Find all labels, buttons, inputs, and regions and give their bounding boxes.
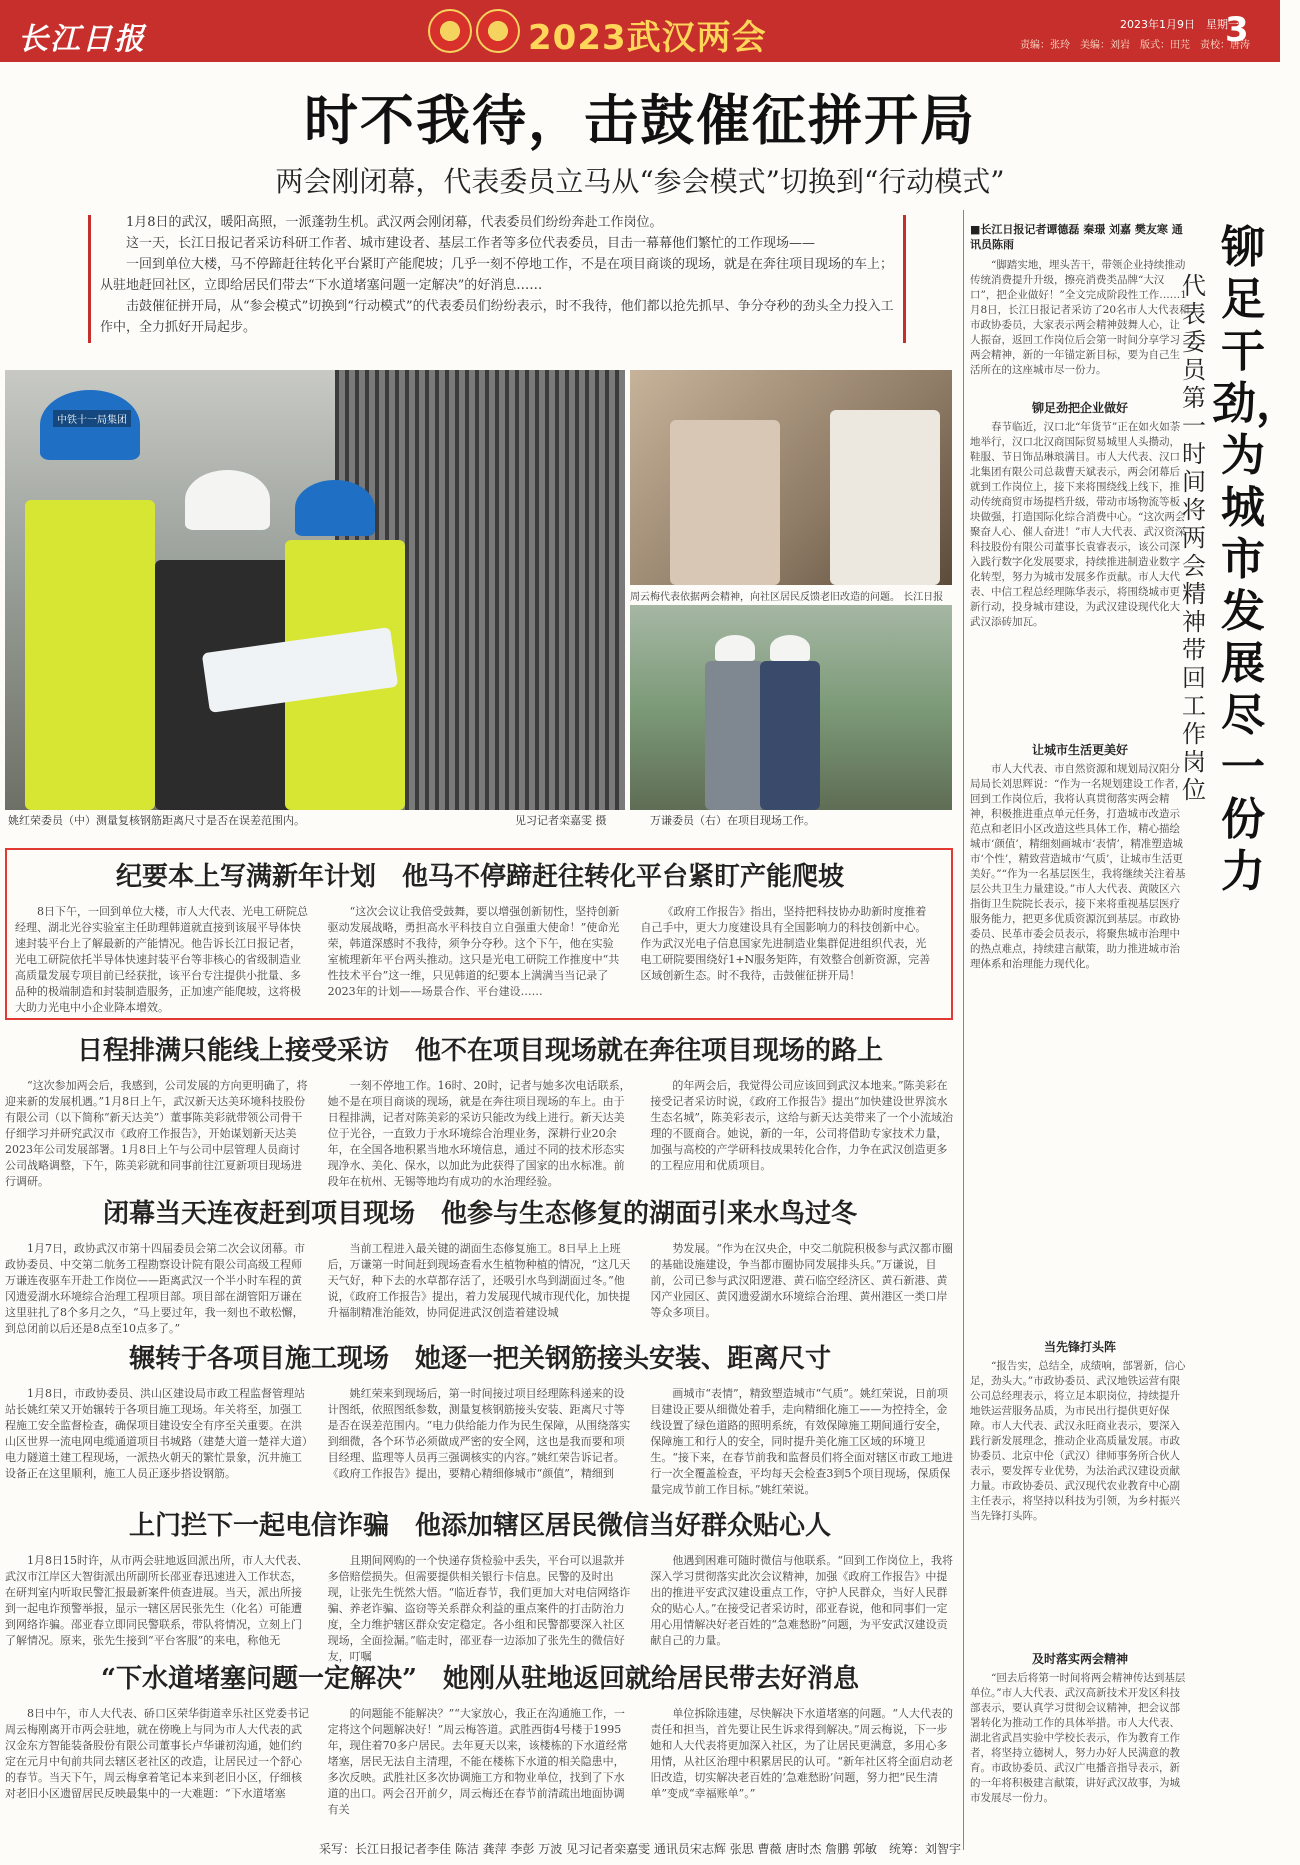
intro-paragraph: 击鼓催征拼开局，从“参会模式”切换到“行动模式”的代表委员们纷纷表示，时不我待，他们都以抢先抓早、争分夺秒的劲头全力投入工作中，全力抓好开局起步。	[100, 299, 894, 335]
story-column: 的问题能不能解决？”“大家放心，我正在沟通施工作，一定将这个问题解决好！”周云梅答道。武胜西街4号楼于1995年，现住着70多户居民。去年夏天以来，该楼栋的下水道经常堵塞，居民无法自主清理，不能在楼栋下水道的相关隐患中，多次反映。武胜社区多次协调施工方和物业单位，找到了下水道的出口。两会召开前夕，周云梅还在春节前清疏出地面协调有关	[327, 1707, 628, 1816]
story-title: 他不在项目现场就在奔往项目现场的路上	[415, 1036, 884, 1066]
sidebar-paragraph: “脚踏实地，埋头苦干，带领企业持续推动传统消费提升升级，擦亮消费类品牌“大汉口”，把企业做好！”全文完成阶段性工作……1月8日，长江日报记者采访了20名市人大代表和市政协委员，大家表示两会精神鼓舞人心，让人振奋，返回工作岗位后会第一时间分享学习两会精神，新的一年锚定新目标，要为自己生活所在的这座城市尽一份力。	[970, 259, 1190, 376]
main-photo-caption: 姚红荣委员（中）测量复核钢筋距离尺寸是否在误差范围内。	[8, 814, 305, 827]
white-helmet-icon	[185, 470, 270, 530]
reporting-credits: 采写：长江日报记者李佳 陈洁 龚萍 李彭 万波 见习记者栾嘉雯 通讯员宋志辉 张思 曹薇 唐时杰 詹鹏 郭敏 统筹：刘智宇	[319, 1842, 961, 1856]
story-column: 8日中午，市人大代表、硚口区荣华街道幸乐社区党委书记周云梅刚离开市两会驻地，就在傍晚上与同为市人大代表的武汉金东方智能装备股份有限公司董事长卢华谦初沟通，她们约定在元月中旬前共同去辖区老社区的改造，让居民过一个舒心的春节。当天下午，周云梅拿着笔记本来到老旧小区，仔细核对老旧小区遗留居民反映最集中的一大难题：“下水道堵塞	[5, 1707, 309, 1800]
engineer-figure	[705, 661, 765, 810]
story-heading	[5, 1338, 955, 1375]
story-heading	[5, 1505, 955, 1542]
intro-paragraph: 一回到单位大楼，马不停蹄赶往转化平台紧盯产能爬坡；几乎一刻不停地工作，不是在项目商谈的现场，就是在奔往项目现场的车上；从驻地赶回社区，立即给居民们带去“下水道堵塞问题一定解决”的好消息……	[100, 257, 894, 293]
story-column: 画城市“表情”，精致塑造城市“气质”。姚红荣说，日前项目建设正要从细微处着手，走向精细化施工——为控持全，金线设置了绿色道路的照明系统，有效保障施工期间通行安全，保障施工和行人的安全，同时提升美化施工区域的环境卫生。“接下来，在春节前我和监督员们将全面对辖区市政工地进行一次全覆盖检查，平均每天会检查3到5个项目现场，保质保量完成节前工作目标。”姚红荣说。	[650, 1387, 953, 1496]
paper-name: 长江日报	[18, 22, 146, 57]
helmet-text: 中铁十一局集团	[53, 410, 131, 427]
story-heading	[5, 1193, 955, 1230]
sidebar-divider	[963, 210, 964, 1850]
story-heading	[5, 1030, 955, 1067]
sidebar-subtitle: 代表委员第一时间将两会精神带回工作岗位	[1182, 272, 1206, 804]
intro-rule-left	[88, 215, 91, 343]
story-column: 一刻不停地工作。16时、20时，记者与她多次电话联系，她不是在项目商谈的现场，就是在奔往项目现场的车上。由于日程排满，记者对陈美彩的采访只能改为线上进行。新天达美位于光谷，一直致力于水环境综合治理业务，深耕行业20余年，在全国各地积累当地水环境信息，通过不同的技术形态实现净水、美化、保水，以加此为此获得了国家的出水标准。前段年在杭州、无锡等地均有成功的水治理经验。	[327, 1079, 631, 1188]
sidebar-subhead: 及时落实两会精神	[1031, 1652, 1128, 1666]
blue-helmet-icon	[295, 480, 375, 536]
story-column: 姚红荣来到现场后，第一时间接过项目经理陈科递来的设计图纸，依照图纸参数，测量复核钢筋接头安装、距离尺寸等是否在误差范围内。“电力供给能力作为民生保障，从围绕落实到细微，各个环节必须做成严密的安全网，这也是我而要和项目经理、监理等人员再三强调核实的内容。”姚红荣告诉记者。《政府工作报告》提出，要精心精细修城市“颜值”，精细到	[327, 1387, 631, 1480]
sidebar-subhead: 当先锋打头阵	[1043, 1340, 1116, 1354]
intro-paragraph: 1月8日的武汉，暖阳高照，一派蓬勃生机。武汉两会刚闭幕，代表委员们纷纷奔赴工作岗位。	[126, 215, 663, 230]
story-column: “这次参加两会后，我感到，公司发展的方向更明确了，将迎来新的发展机遇。”1月8日上午，武汉新天达美环境科技股份有限公司（以下简称“新天达美”）董事陈美彩就带领公司骨干仔细学习并研究武汉市《政府工作报告》，开始谋划新天达美2023年公司发展部署。1月8日上午与公司中层管理人员商讨公司战略调整，下午，陈美彩就和同事前往江夏新项目现场进行调研。	[5, 1079, 308, 1188]
cppcc-emblem-icon	[476, 9, 520, 53]
resident-figure	[830, 410, 940, 585]
national-emblem-icon	[428, 9, 472, 53]
sidebar-article	[970, 222, 1190, 1836]
sidebar-paragraph: 春节临近，汉口北“年货节”正在如火如荼地举行，汉口北汉商国际贸易城里人头攒动，鞋服、节日饰品琳琅满目。市人大代表、汉口北集团有限公司总裁曹天斌表示，两会闭幕后就到工作岗位上，接下来将围绕线上线下，推动传统商贸市场提档升级，带动市场物流等板块做强，打造国际化综合消费中心。“这次两会聚奋人心、催人奋进！”市人大代表、武汉资深科技股份有限公司董事长袁睿表示，该公司深入践行数字化发展要求，持续推进制造业数字化转型，努力为城市发展多作贡献。市人大代表、中信工程总经理陈华表示，将围绕城市更新行动，投身城市建设，为武汉建设现代化大武汉添砖加瓦。	[970, 421, 1186, 628]
story-kicker: 上门拦下一起电信诈骗	[128, 1511, 389, 1541]
top-right-photo	[630, 370, 952, 585]
story-kicker: “下水道堵塞问题一定解决”	[101, 1664, 417, 1694]
section-title: 2023武汉两会	[528, 18, 767, 58]
story-4	[5, 1338, 955, 1503]
story-column: 1月8日，市政协委员、洪山区建设局市政工程监督管理站站长姚红荣又开始辗转于各项目施工现场。年关将至，加强工程施工安全监督检查，确保项目建设安全有序至关重要。在洪山区世界一流电网电缆通道项目书城路（建楚大道一楚祥大道）电力隧道土建工程现场，一派热火朝天的繁忙景象，沉井施工设备正在这里顺利，施工人员正逐步搭设钢筋。	[5, 1387, 308, 1480]
story-title: 他参与生态修复的湖面引来水鸟过冬	[441, 1199, 858, 1229]
delegate-figure	[670, 420, 780, 585]
story-column: 1月8日15时许，从市两会驻地返回派出所，市人大代表、武汉市江岸区大智街派出所副所长邵亚春迅速进入工作状态，在研判室内听取民警汇报最新案件侦查进展。当天，派出所接到一起电诈预警举报，显示一辖区居民张先生（化名）可能遭到网络诈骗。邵亚春立即同民警联系，带队将情况，立刻上门了解情况。原来，张先生接到“平台客服”的来电，称他无	[5, 1554, 308, 1647]
story-title: 他马不停蹄赶往转化平台紧盯产能爬坡	[402, 862, 845, 892]
editor-credits: 责编：张玲 美编：刘岩 版式：田芫 责校：唐涛	[1020, 40, 1250, 51]
story-kicker: 纪要本上写满新年计划	[115, 862, 376, 892]
story-3	[5, 1193, 955, 1338]
top-right-photo-caption-text: 周云梅代表依据两会精神，向社区居民反馈老旧改造的问题。	[630, 592, 900, 603]
sidebar-paragraph: “回去后将第一时间将两会精神传达到基层单位。”市人大代表、武汉高新技术开发区科技部表示，要认真学习贯彻会议精神，把会议部署转化为推动工作的具体举措。市人大代表、湖北省武昌实验中学校长表示，作为教育工作者，将坚持立德树人，努力办好人民满意的教育。市政协委员、武汉广电播音指导表示，新的一年将积极建言献策，讲好武汉故事，为城市发展尽一份力。	[970, 1672, 1186, 1804]
bottom-right-photo-caption: 万谦委员（右）在项目现场工作。	[650, 814, 815, 827]
issue-date: 2023年1月9日 星期一	[1120, 18, 1239, 31]
story-heading	[5, 1658, 955, 1695]
page-number: 3	[1225, 10, 1249, 50]
main-photo	[5, 370, 620, 810]
story-column: 且期间网购的一个快递存货检验中丢失，平台可以退款并多倍赔偿损失。但需要提供相关银行卡信息。民警的及时出现，让张先生恍然大悟。“临近春节，我们更加大对电信网络诈骗、养老诈骗、盗窃等关系群众利益的重点案件的打击防治力度，全力维护辖区群众安定稳定。各小组和民警都要深入社区现场，全面捡漏。”临走时，邵亚春一边添加了张先生的微信好友，叮嘱	[327, 1554, 631, 1663]
bottom-right-photo	[630, 605, 952, 810]
sidebar-paragraph: 市人大代表、市自然资源和规划局汉阳分局局长刘思辉说：“作为一名规划建设工作者，回到工作岗位后，我将认真贯彻落实两会精神，积极推进重点单元任务，打造城市改造示范点和老旧小区改造这些具体工作，精心描绘城市‘颜值’，精细刻画城市‘表情’，精准塑造城市‘个性’，精致营造城市‘气质’，让城市生活更美好。”“作为一名基层医生，我将继续关注着基层公共卫生力量建设。”市人大代表、黄陂区六指街卫生院院长表示，接下来将重视基层医疗服务能力，把更多优质资源沉到基层。市政协委员、民革市委会员表示，将聚焦城市治理中的热点难点，持续建言献策，助力推进城市治理体系和治理能力现代化。	[970, 763, 1186, 970]
story-kicker: 日程排满只能线上接受采访	[76, 1036, 389, 1066]
sidebar-byline: ■长江日报记者谭德磊 秦璟 刘嘉 樊友寒 通讯员陈雨	[970, 223, 1183, 251]
intro-rule-right	[903, 215, 906, 343]
story-column: 单位拆除违建，尽快解决下水道堵塞的问题。“人大代表的责任和担当，首先要让民生诉求得到解决。”周云梅说，下一步她和人大代表将更加深入社区，为了让居民更满意，多用心多用情，从社区治理中积累居民的认可。“新年社区将全面启动老旧改造，切实解决老百姓的‘急难愁盼’问题，努力把“民生清单”变成“幸福账单”。”	[650, 1707, 953, 1800]
masthead	[0, 0, 1280, 62]
white-helmet-icon	[770, 635, 810, 661]
sidebar-subhead: 让城市生活更美好	[1031, 743, 1128, 757]
story-column: “这次会议让我倍受鼓舞，要以增强创新韧性，坚持创新驱动发展战略，勇担高水平科技自立自强重大使命！”使命光荣，韩道深感时不我待，须争分夺秒。这个下午，他在实验室梳理新年平台两头推动。这只是光电工研院工作推度中“共性技术平台”这一维，只见韩道的纪要本上满满当当记录了2023年的计划——场景合作、平台建设……	[327, 905, 620, 998]
story-title: 她逐一把关钢筋接头安装、距离尺寸	[415, 1344, 832, 1374]
story-title: 他添加辖区居民微信当好群众贴心人	[415, 1511, 832, 1541]
sidebar-paragraph: “报告实，总结全，成绩响，部署新，信心足，劲头大。”市政协委员、武汉地铁运营有限公司总经理表示，将立足本职岗位，持续提升地铁运营服务品质，为市民出行提供更好保障。市人大代表、武汉永旺商业表示，要深入践行新发展理念，推动企业高质量发展。市政协委员、北京中伦（武汉）律师事务所合伙人表示，要发挥专业优势，为法治武汉建设贡献力量。市政协委员、武汉现代农业教育中心副主任表示，将坚持以科技为引领，为乡村振兴当先锋打头阵。	[970, 1360, 1186, 1522]
engineer-figure	[760, 661, 820, 810]
story-column: 的年两会后，我觉得公司应该回到武汉本地来。”陈美彩在接受记者采访时说，《政府工作报告》提出“加快建设世界滨水生态名城”，陈美彩表示，这给与新天达美带来了一个小流域治理的不匮商合。她说，新的一年，公司将借助专家技术力量，加强与高校的产学研科技成果转化合作，力争在武汉创造更多的工程应用和优质项目。	[650, 1079, 953, 1172]
sidebar-title: 铆足干劲，为城市发展尽一份力	[1212, 222, 1300, 897]
main-photo-credit: 见习记者栾嘉雯 摄	[515, 814, 607, 827]
intro-text	[100, 212, 895, 338]
story-column: 《政府工作报告》指出，坚持把科技协办助新时度推着自己手中，更大力度建设具有全国影响力的科技创新中心。作为武汉光电子信息国家先进制造业集群促进组织代表，光电工研院要围绕好1+N服务矩阵，有效整合创新资源，完善区域创新生态。时不我待，击鼓催征拼开局！	[640, 905, 931, 982]
story-column: 当前工程进入最关键的湖面生态修复施工。8日早上上班后，万谦第一时间赶到现场查看水生植物种植的情况，“这几天天气好，种下去的水草都存活了，还吸引水鸟到湖面过冬。”他说，《政府工作报告》提出，着力发展现代城市现代化，加快提升福制精准治能效，协同促进武汉创造着建设城	[327, 1242, 631, 1319]
story-column: 他遇到困难可随时微信与他联系。“回到工作岗位上，我将深入学习贯彻落实此次会议精神，加强《政府工作报告》中提出的推进平安武汉建设重点工作，守护人民群众，当好人民群众的贴心人。”在接受记者采访时，邵亚春说，他和同事们一定用心用情解决好老百姓的“急难愁盼”问题，为平安武汉建设贡献自己的力量。	[650, 1554, 953, 1647]
top-right-photo-credit: 长江日报	[903, 592, 944, 603]
story-5	[5, 1505, 955, 1663]
story-kicker: 闭幕当天连夜赶到项目现场	[102, 1199, 415, 1229]
story-title: 她刚从驻地返回就给居民带去好消息	[442, 1664, 859, 1694]
page-headline: 时不我待，击鼓催征拼开局	[304, 89, 976, 152]
story-1	[5, 856, 955, 1016]
story-column: 8日下午，一回到单位大楼，市人大代表、光电工研院总经理、湖北光谷实验室主任助理韩道就直接到该展平导体快速封装平台上了解最新的产能情况。他告诉长江日报记者，光电工研院依托半导体快速封装平台等非核心的省级制造业高质量发展专项目前已经获批，该平台专注提供小批量、多品种的极端制造和封装制造服务，正加速产能爬坡，这将极大助力光电中小企业降本增效。	[15, 905, 308, 1014]
page-subheadline: 两会刚闭幕，代表委员立马从“参会模式”切换到“行动模式”	[275, 165, 1005, 198]
story-column: 1月7日，政协武汉市第十四届委员会第二次会议闭幕。市政协委员、中交第二航务工程勘察设计院有限公司高级工程师万谦连夜驱车开赴工作岗位——距离武汉一个半小时车程的黄冈遗爱湖水环境综合治理工程项目部。项目部在湖管阳万谦在这里驻扎了8个多月之久，“马上要过年，我一刻也不敢松懈，到总闭前以后还是8点至10点多了。”	[5, 1242, 305, 1335]
story-6	[5, 1658, 955, 1833]
story-heading	[5, 856, 955, 893]
intro-paragraph: 这一天，长江日报记者采访科研工作者、城市建设者、基层工作者等多位代表委员，目击一幕幕他们繁忙的工作现场——	[126, 236, 816, 251]
sidebar-subhead: 铆足劲把企业做好	[1031, 401, 1128, 415]
story-column: 势发展。“作为在汉央企，中交二航院积极参与武汉都市圈的基础设施建设，争当都市圈协同发展排头兵。”万谦说，目前，公司已参与武汉阳逻港、黄石临空经济区、黄石新港、黄冈产业园区、黄冈遗爱湖水环境综合治理、黄州港区一类口岸等众多项目。	[650, 1242, 953, 1319]
worker-vest	[25, 500, 155, 810]
white-helmet-icon	[715, 635, 755, 661]
story-2	[5, 1030, 955, 1188]
story-kicker: 辗转于各项目施工现场	[128, 1344, 389, 1374]
